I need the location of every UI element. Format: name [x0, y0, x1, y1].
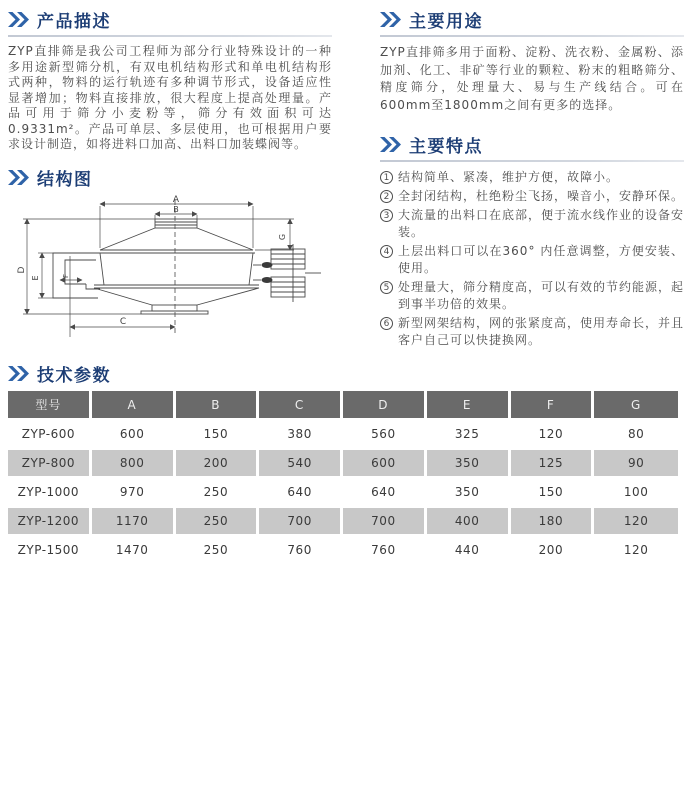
value-cell: 250 — [176, 508, 260, 534]
value-cell: 180 — [511, 508, 595, 534]
feature-text: 大流量的出料口在底部，便于流水线作业的设备安装。 — [398, 208, 685, 239]
section-title: 主要特点 — [409, 136, 483, 157]
product-description-text: ZYP直排筛是我公司工程师为部分行业特殊设计的一种多用途新型筛分机，有双电机结构形式和单电机结构形式两种，物料的运行轨迹有多种调节形式，设备适应性显著增加；物料直接排放，很大程度上提高处理量。产品可用于筛分小麦粉等，筛分有效面积可达0.9331m²。产品可单层、多层使用，也可根据用户要求设计制造，如将进料口加高、出料口加装蝶阀等。 — [8, 44, 332, 151]
dim-label-a: A — [172, 195, 180, 205]
table-row — [8, 479, 678, 505]
value-cell: 125 — [511, 450, 595, 476]
param-column-header: G — [594, 391, 678, 418]
value-cell: 700 — [343, 508, 427, 534]
value-cell: 200 — [511, 537, 595, 563]
value-cell: 250 — [176, 479, 260, 505]
model-cell: ZYP-600 — [8, 421, 92, 447]
dim-label-f: F — [62, 273, 70, 279]
value-cell: 380 — [259, 421, 343, 447]
param-column-header: E — [427, 391, 511, 418]
dim-label-g: G — [278, 233, 287, 241]
section-title: 产品描述 — [37, 11, 111, 32]
value-cell: 600 — [343, 450, 427, 476]
section-header — [8, 362, 678, 384]
feature-item — [380, 243, 684, 277]
feature-number-marker: 4 — [380, 245, 393, 258]
feature-text: 全封闭结构，杜绝粉尘飞扬，噪音小，安静环保。 — [398, 189, 685, 203]
feature-text: 上层出料口可以在360° 内任意调整，方便安装、使用。 — [398, 244, 684, 275]
model-cell: ZYP-1000 — [8, 479, 92, 505]
section-divider — [380, 160, 684, 162]
table-row — [8, 421, 678, 447]
value-cell: 700 — [259, 508, 343, 534]
feature-item — [380, 315, 684, 349]
feature-item — [380, 188, 684, 205]
value-cell: 120 — [511, 421, 595, 447]
value-cell: 120 — [594, 537, 678, 563]
value-cell: 350 — [427, 479, 511, 505]
value-cell: 800 — [92, 450, 176, 476]
structure-diagram — [8, 192, 330, 354]
model-cell: ZYP-1500 — [8, 537, 92, 563]
double-chevron-icon — [8, 366, 30, 381]
main-uses-text: ZYP直排筛多用于面粉、淀粉、洗衣粉、金属粉、添加剂、化工、非矿等行业的颗粒、粉末的粗略筛分、精度筛分，处理量大、易与生产线结合。可在600mm至1800mm之间有更多的选择。 — [380, 45, 684, 112]
section-main-features — [380, 133, 684, 351]
section-header — [380, 8, 684, 30]
section-tech-params — [8, 362, 678, 566]
params-table-head-row — [8, 391, 678, 418]
value-cell: 760 — [259, 537, 343, 563]
value-cell: 640 — [259, 479, 343, 505]
tech-params-table — [8, 388, 678, 566]
value-cell: 350 — [427, 450, 511, 476]
section-main-uses — [380, 8, 684, 114]
double-chevron-icon — [8, 12, 30, 27]
value-cell: 560 — [343, 421, 427, 447]
feature-number-marker: 1 — [380, 171, 393, 184]
value-cell: 150 — [511, 479, 595, 505]
feature-text: 结构简单、紧凑，维护方便，故障小。 — [398, 170, 620, 184]
table-row — [8, 508, 678, 534]
dim-label-b: B — [173, 205, 179, 214]
feature-item — [380, 279, 684, 313]
section-title: 技术参数 — [37, 365, 111, 386]
section-header — [8, 8, 332, 30]
value-cell: 120 — [594, 508, 678, 534]
section-header — [380, 133, 684, 155]
value-cell: 80 — [594, 421, 678, 447]
double-chevron-icon — [8, 170, 30, 185]
param-column-header: D — [343, 391, 427, 418]
value-cell: 970 — [92, 479, 176, 505]
feature-item — [380, 169, 684, 186]
value-cell: 100 — [594, 479, 678, 505]
feature-number-marker: 2 — [380, 190, 393, 203]
feature-number-marker: 3 — [380, 209, 393, 222]
dim-label-c: C — [119, 317, 127, 327]
section-structure-diagram — [8, 166, 332, 188]
value-cell: 600 — [92, 421, 176, 447]
table-row — [8, 450, 678, 476]
param-column-header: 型号 — [8, 391, 92, 418]
value-cell: 325 — [427, 421, 511, 447]
value-cell: 150 — [176, 421, 260, 447]
section-divider — [380, 35, 684, 37]
value-cell: 640 — [343, 479, 427, 505]
section-title: 结构图 — [37, 169, 93, 190]
value-cell: 200 — [176, 450, 260, 476]
table-row — [8, 537, 678, 563]
value-cell: 250 — [176, 537, 260, 563]
model-cell: ZYP-800 — [8, 450, 92, 476]
feature-text: 处理量大，筛分精度高，可以有效的节约能源，起到事半功倍的效果。 — [398, 280, 685, 311]
value-cell: 400 — [427, 508, 511, 534]
dim-label-e: E — [31, 275, 40, 281]
model-cell: ZYP-1200 — [8, 508, 92, 534]
section-title: 主要用途 — [409, 11, 483, 32]
param-column-header: A — [92, 391, 176, 418]
params-table-body — [8, 421, 678, 563]
dim-label-d: D — [17, 266, 27, 274]
value-cell: 90 — [594, 450, 678, 476]
value-cell: 760 — [343, 537, 427, 563]
value-cell: 440 — [427, 537, 511, 563]
feature-item — [380, 207, 684, 241]
param-column-header: B — [176, 391, 260, 418]
double-chevron-icon — [380, 137, 402, 152]
structure-diagram-svg — [8, 192, 330, 354]
double-chevron-icon — [380, 12, 402, 27]
section-product-description — [8, 8, 332, 153]
feature-number-marker: 6 — [380, 317, 393, 330]
section-header — [8, 166, 332, 188]
feature-number-marker: 5 — [380, 281, 393, 294]
feature-text: 新型网架结构，网的张紧度高，使用寿命长，并且客户自己可以快捷换网。 — [398, 316, 685, 347]
param-column-header: F — [511, 391, 595, 418]
value-cell: 1470 — [92, 537, 176, 563]
value-cell: 540 — [259, 450, 343, 476]
param-column-header: C — [259, 391, 343, 418]
features-list — [380, 169, 684, 349]
value-cell: 1170 — [92, 508, 176, 534]
section-divider — [8, 35, 332, 37]
